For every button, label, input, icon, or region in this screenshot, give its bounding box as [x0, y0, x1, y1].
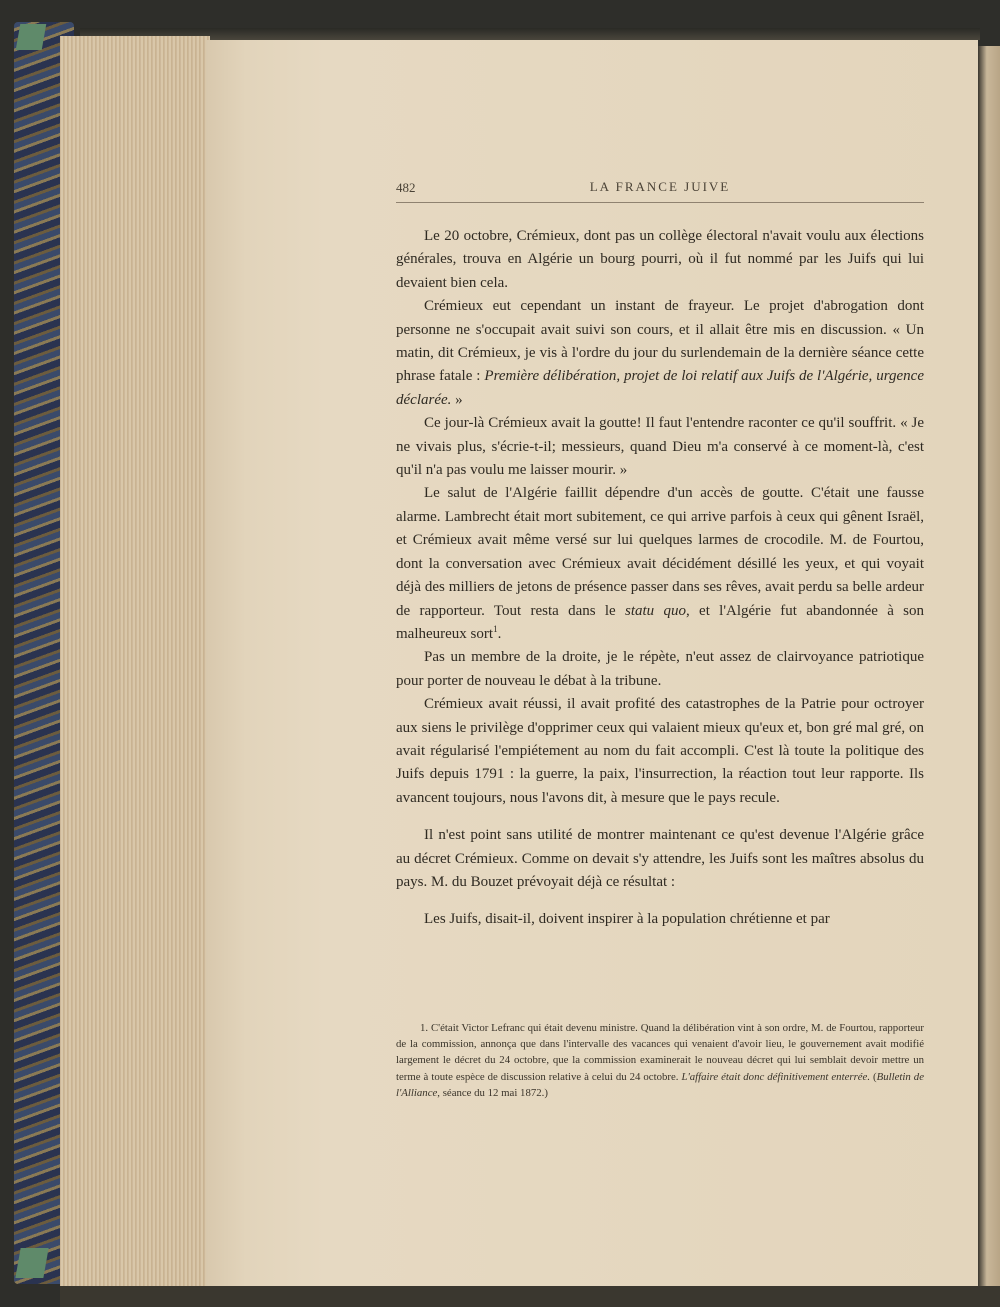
footnote-text: 1. C'était Victor Lefranc qui était devenu ministre. Quand la délibération vint à son ordre, M. de Fourtou, rapporteur de la commission, annonça que dans l'intervalle des vacances qui venaient d'avoir lieu, le gouvernement avait modifié largement le décret du 24 octobre, que la commission examinerait le nouveau décret qui lui semblait devoir mettre un terme à toute espèce de discussion relative à celui du 24 octobre. L'affaire était donc définitivement enterrée. (Bulletin de l'Alliance, séance du 12 mai 1872.): [396, 1022, 924, 1099]
page-number: 482: [396, 180, 416, 195]
footnote-reference: 1: [493, 623, 498, 634]
cover-corner-bottom: [15, 1248, 48, 1278]
paragraph: Le 20 octobre, Crémieux, dont pas un collège électoral n'avait voulu aux élections générales, trouva en Algérie un bourg pourri, où il fut nommé par les Juifs qui lui devaient bien cela.: [396, 228, 924, 291]
facing-page-edge: [978, 46, 1000, 1306]
header-rule: [396, 202, 924, 203]
paragraph: Ce jour-là Crémieux avait la goutte! Il faut l'entendre raconter ce qu'il souffrit. « Je ne vivais plus, s'écrie-t-il; messieurs, quand Dieu m'a conservé à ce moment-là, c'est qu'il n'a pas voulu me laisser mourir. »: [396, 415, 924, 479]
bottom-shadow: [60, 1286, 1000, 1307]
running-title: LA FRANCE JUIVE: [589, 179, 731, 194]
page-stack-edges: [60, 36, 210, 1288]
paragraph: Pas un membre de la droite, je le répète, n'eut assez de clairvoyance patriotique pour porter de nouveau le débat à la tribune.: [396, 649, 924, 689]
paragraph: Crémieux eut cependant un instant de frayeur. Le projet d'abrogation dont personne ne s'occupait avait suivi son cours, et il allait être mis en discussion. « Un matin, dit Crémieux, je vis à l'ordre du jour du surlendemain de la dernière séance cette phrase fatale : Première délibération, projet de loi relatif aux Juifs de l'Algérie, urgence déclarée. »: [396, 298, 924, 408]
paragraph: Le salut de l'Algérie faillit dépendre d'un accès de goutte. C'était une fausse alarme. Lambrecht était mort subitement, ce qui arrive parfois à ceux qui gênent Israël, et Crémieux avait même versé sur lui quelques larmes de crocodile. M. de Fourtou, dont la conversation avec Crémieux avait décidément désillé les yeux, et qui voyait déjà des milliers de jetons de présence passer dans ses rêves, avait perdu sa belle ardeur de rapporteur. Tout resta dans le statu quo, et l'Algérie fut abandonnée à son malheureux sort$^1$.: [396, 485, 924, 642]
footnote: [396, 1020, 924, 1101]
paragraph: Les Juifs, disait-il, doivent inspirer à la population chrétienne et par: [424, 911, 830, 928]
body-text: [396, 225, 924, 932]
page-header: [396, 176, 924, 200]
paragraph: Il n'est point sans utilité de montrer maintenant ce qu'est devenue l'Algérie grâce au décret Crémieux. Comme on devait s'y attendre, les Juifs sont les maîtres absolus du pays. M. du Bouzet prévoyait déjà ce résultat :: [396, 827, 924, 890]
paragraph: Crémieux avait réussi, il avait profité des catastrophes de la Patrie pour octroyer aux siens le privilège d'opprimer ceux qui valaient mieux qu'eux et, bon gré mal gré, on avait régularisé l'empiétement au nom du fait accompli. C'est là toute la politique des Juifs depuis 1791 : la guerre, la paix, l'insurrection, la réaction tout leur rapporte. Ils avancent toujours, nous l'avons dit, à mesure que le pays recule.: [396, 696, 924, 806]
book-top-edge: [80, 28, 980, 40]
cover-corner-top: [16, 24, 47, 50]
